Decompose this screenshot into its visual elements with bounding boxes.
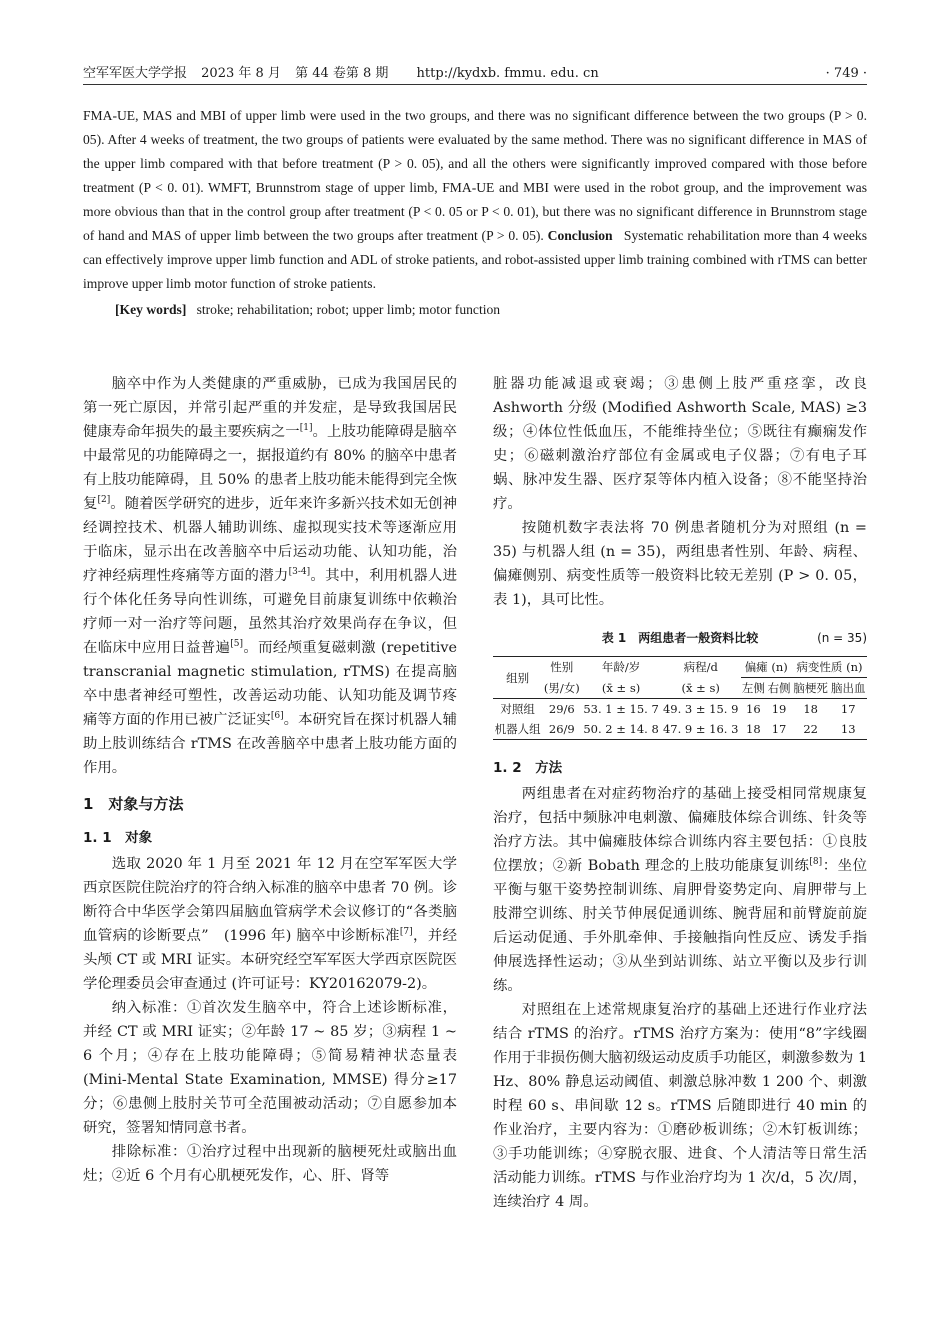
citation[interactable]: [2] — [97, 495, 111, 506]
left-column — [83, 372, 457, 1188]
citation[interactable]: [5] — [230, 639, 244, 650]
journal-url[interactable]: http://kydxb. fmmu. edu. cn — [416, 66, 599, 81]
running-header — [83, 62, 867, 81]
abstract-conclusion: Systematic rehabilitation more than 4 weeks can effectively improve upper limb function and ADL of stroke patients, and robot-assisted upper limb training combined with rTMS can better improve upper limb motor function of stroke patients. — [83, 228, 867, 291]
keywords-line — [83, 298, 867, 322]
journal-name: 空军军医大学学报 — [83, 66, 188, 81]
citation[interactable]: [7] — [399, 927, 413, 938]
grouping-paragraph: 按随机数字表法将 70 例患者随机分为对照组 (n = 35) 与机器人组 (n = 35)，两组患者性别、年龄、病程、偏瘫侧别、病变性质等一般资料比较无差别 (P > 0. 05，表 1)，具可比性。 — [493, 520, 867, 608]
header-rule — [83, 84, 867, 85]
col-group: 组别 — [493, 657, 542, 699]
right-column — [493, 372, 867, 1214]
subsection-heading: 1. 2 方法 — [493, 760, 563, 776]
section-heading: 1 对象与方法 — [83, 795, 184, 813]
subjects-paragraph: 选取 2020 年 1 月至 2021 年 12 月在空军军医大学西京医院住院治疗的符合纳入标准的脑卒中患者 70 例。诊断符合中华医学会第四届脑血管病学术会议修订的“各类脑血管病的诊断要点” (1996 年) 脑卒中诊断标准[7]，并经头颅 CT 或 MRI 证实。本研究经空军军医大学西京医院医学伦理委员会审查通过 (许可证号：KY20162079-2)。 — [83, 856, 457, 992]
col-lesion: 病变性质 (n) — [792, 657, 867, 678]
col-hemiplegia: 偏瘫 (n) — [741, 657, 792, 678]
table-caption — [493, 626, 867, 650]
volume-issue: 第 44 卷第 8 期 — [295, 66, 389, 81]
english-abstract — [83, 104, 867, 322]
keywords: stroke; rehabilitation; robot; upper limb; motor function — [196, 302, 501, 317]
citation[interactable]: [1] — [299, 423, 313, 434]
col-age: 年龄/岁 — [601, 660, 641, 675]
baseline-table: 组别 性别 年龄/岁 病程/d 偏瘫 (n) 病变性质 (n) (男/女) (x̄ ± s) (x̄ ± s) 左侧 右侧 脑梗死 脑出血 对照组 29/6 53. 1 ± 15. 7 49. 3 ± 15. 9 16 19 18 17 机器人组 26/9 50. 2 ± 14. 8 47. 9 ± 16. 3 18 17 22 13 — [493, 656, 867, 740]
keywords-label: [Key words] — [115, 302, 187, 317]
page-number: · 749 · — [825, 66, 867, 81]
subsection-heading: 1. 1 对象 — [83, 830, 153, 846]
exclusion-criteria: 排除标准：①治疗过程中出现新的脑梗死灶或脑出血灶；②近 6 个月有心肌梗死发作，心、肝、肾等 — [83, 1144, 457, 1184]
intro-paragraph: 脑卒中作为人类健康的严重威胁，已成为我国居民的第一死亡原因，并常引起严重的并发症，是导致我国居民健康寿命年损失的最主要疾病之一[1]。上肢功能障碍是脑卒中最常见的功能障碍之一，据报道约有 80% 的脑卒中患者有上肢功能障碍，且 50% 的患者上肢功能未能得到完全恢复[2]。随着医学研究的进步，近年来许多新兴技术如无创神经调控技术、机器人辅助训练、虚拟现实技术等逐渐应用于临床，显示出在改善脑卒中后运动功能、认知功能，治疗神经病理性疼痛等方面的潜力[3-4]。其中，利用机器人进行个体化任务导向性训练，可避免目前康复训练中依赖治疗师一对一治疗等问题，虽然其治疗效果尚存在争议，但在临床中应用日益普遍[5]。而经颅重复磁刺激 (repetitive transcranial magnetic stimulation, rTMS) 在提高脑卒中患者神经可塑性，改善运动功能、认知功能及调节疼痛等方面的作用已被广泛证实[6]。本研究旨在探讨机器人辅助上肢训练结合 rTMS 在改善脑卒中患者上肢功能方面的作用。 — [83, 376, 457, 776]
abstract-results: FMA-UE, MAS and MBI of upper limb were used in the two groups, and there was no significant difference between the two groups (P > 0. 05). After 4 weeks of treatment, the two groups of patients were evaluated by the same method. There was no significant difference in MAS of the upper limb compared with that before treatment (P > 0. 05), and all the others were significantly improved compared with those before treatment (P < 0. 01). WMFT, Brunnstrom stage of upper limb, FMA-UE and MBI were used in the robot group, and the improvement was more obvious than that in the control group after treatment (P < 0. 05 or P < 0. 01), but there was no significant difference in Brunnstrom stage of hand and MAS of upper limb between the two groups after treatment (P > 0. 05). — [83, 108, 867, 243]
inclusion-criteria: 纳入标准：①首次发生脑卒中，符合上述诊断标准，并经 CT 或 MRI 证实；②年龄 17 ~ 85 岁；③病程 1 ~ 6 个月；④存在上肢功能障碍；⑤简易精神状态量表 (Mini-Mental State Examination, MMSE) 得分≥17 分；⑥患侧上肢肘关节可全范围被动活动；⑦自愿参加本研究，签署知情同意书者。 — [83, 1000, 457, 1136]
citation[interactable]: [8] — [809, 857, 823, 868]
citation[interactable]: [3-4] — [288, 567, 311, 578]
issue-date: 2023 年 8 月 — [201, 66, 281, 81]
citation[interactable]: [6] — [270, 711, 284, 722]
table-row: 对照组 29/6 53. 1 ± 15. 7 49. 3 ± 15. 9 16 19 18 17 — [500, 702, 856, 716]
col-course: 病程/d — [683, 660, 718, 675]
exclusion-criteria-cont: 脏器功能减退或衰竭；③患侧上肢严重痉挛，改良 Ashworth 分级 (Modified Ashworth Scale, MAS) ≥3 级；④体位性低血压，不能维持坐位；⑤既往有癫痫发作史；⑥磁刺激治疗部位有金属或电子仪器；⑦有电子耳蜗、脉冲发生器、医疗泵等体内植入设备；⑧不能坚持治疗。 — [493, 376, 867, 512]
table-unit: (n = 35) — [817, 631, 867, 645]
rtms-paragraph: 对照组在上述常规康复治疗的基础上还进行作业疗法结合 rTMS 的治疗。rTMS 治疗方案为：使用“8”字线圈作用于非损伤侧大脑初级运动皮质手功能区，刺激参数为 1 Hz、80% 静息运动阈值、刺激总脉冲数 1 200 个、刺激时程 60 s、串间歇 12 s。rTMS 后随即进行 40 min 的作业治疗，主要内容为：①磨砂板训练；②木钉板训练；③手功能训练；④穿脱衣服、进食、个人清洁等日常生活活动能力训练。rTMS 与作业治疗均为 1 次/d，5 次/周，连续治疗 4 周。 — [493, 1002, 867, 1210]
col-sex: 性别 — [550, 660, 574, 675]
table-row: 机器人组 26/9 50. 2 ± 14. 8 47. 9 ± 16. 3 18 17 22 13 — [493, 719, 867, 740]
table-title: 表 1 两组患者一般资料比较 — [601, 631, 759, 645]
methods-paragraph: 两组患者在对症药物治疗的基础上接受相同常规康复治疗，包括中频脉冲电刺激、偏瘫肢体综合训练、针灸等治疗方法。其中偏瘫肢体综合训练内容主要包括：①良肢位摆放；②新 Bobath 理念的上肢功能康复训练[8]：坐位平衡与躯干姿势控制训练、肩胛骨姿势定向、肩胛带与上肢滞空训练、肘关节伸展促通训练、腕背屈和前臂旋前旋后运动促通、手外肌牵伸、手接触指向性反应、诱发手指伸展选择性运动；③从坐到站训练、站立平衡以及步行训练。 — [493, 786, 867, 994]
conclusion-label: Conclusion — [547, 228, 613, 243]
